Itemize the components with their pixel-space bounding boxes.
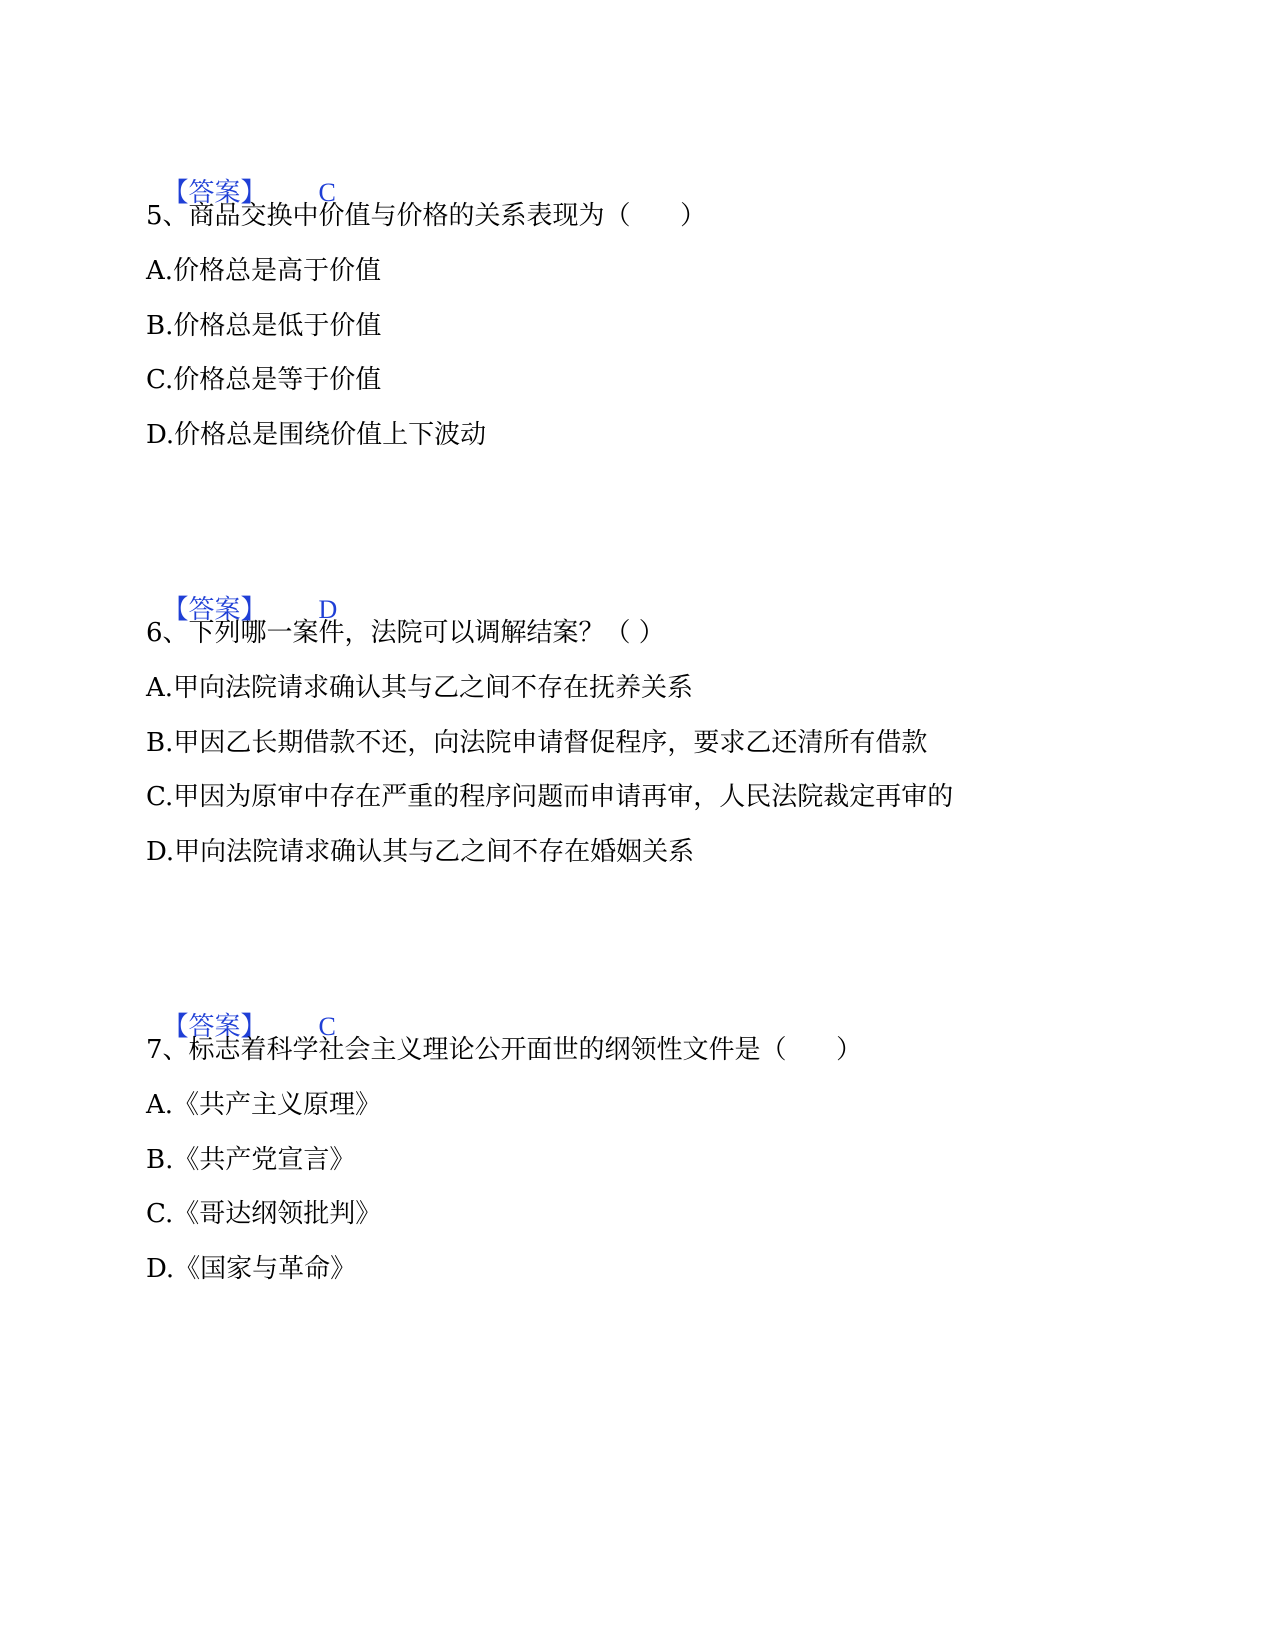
answer-label: 【答案】 (162, 1012, 267, 1042)
question-5-option-a: A.价格总是高于价值 (146, 256, 382, 286)
answer-label: 【答案】 (162, 595, 267, 625)
question-6: 6、下列哪一案件，法院可以调解结案？（ ） (146, 618, 665, 648)
answer-label: 【答案】 (162, 178, 267, 208)
answer-value: C (318, 178, 336, 207)
answer-value: C (318, 1012, 336, 1041)
question-6-option-a: A.甲向法院请求确认其与乙之间不存在抚养关系 (146, 673, 694, 703)
question-6-option-b: B.甲因乙长期借款不还，向法院申请督促程序，要求乙还清所有借款 (146, 728, 928, 758)
question-5-option-b: B.价格总是低于价值 (146, 311, 382, 341)
answer-value: D (318, 595, 338, 624)
question-6-option-d: D.甲向法院请求确认其与乙之间不存在婚姻关系 (146, 837, 695, 867)
question-7-option-d: D.《国家与革命》 (146, 1254, 357, 1284)
question-7-option-a: A.《共产主义原理》 (146, 1090, 382, 1120)
question-7-option-c: C.《哥达纲领批判》 (146, 1199, 382, 1229)
question-5-option-d: D.价格总是围绕价值上下波动 (146, 420, 487, 450)
question-5: 5、商品交换中价值与价格的关系表现为（ ） (146, 201, 707, 231)
question-7-option-b: B.《共产党宣言》 (146, 1145, 356, 1175)
question-7: 7、标志着科学社会主义理论公开面世的纲领性文件是（ ） (146, 1035, 863, 1065)
question-5-option-c: C.价格总是等于价值 (146, 365, 382, 395)
question-6-option-c: C.甲因为原审中存在严重的程序问题而申请再审，人民法院裁定再审的 (146, 782, 954, 812)
